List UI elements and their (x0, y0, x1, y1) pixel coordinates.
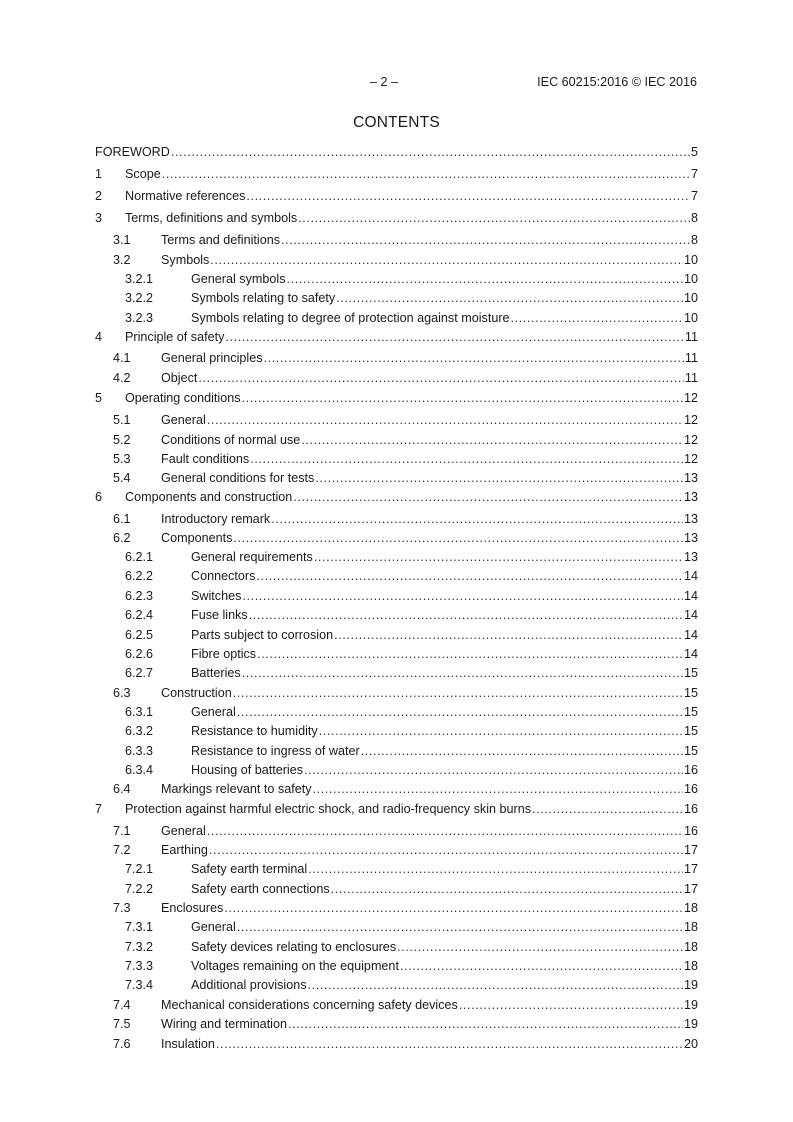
dot-leader (313, 780, 683, 798)
toc-entry[interactable] (95, 800, 698, 818)
toc-entry[interactable] (95, 165, 698, 183)
dot-leader (271, 510, 683, 528)
toc-entry[interactable] (95, 187, 698, 205)
toc-entry-page: 16 (683, 824, 698, 838)
toc-entry-title: Introductory remark (161, 512, 271, 526)
dot-leader (264, 349, 684, 367)
toc-entry-page: 15 (683, 705, 698, 719)
toc-entry-page: 12 (683, 433, 698, 447)
toc-entry-number: 3.1 (113, 233, 131, 247)
toc-entry-number: 6.2.5 (125, 628, 154, 642)
toc-entry-title: Markings relevant to safety (161, 782, 312, 796)
toc-entry-title: Fibre optics (191, 647, 257, 661)
toc-entry-title: Wiring and termination (161, 1017, 287, 1031)
toc-entry-title: Fuse links (191, 608, 248, 622)
toc-entry-title: Terms, definitions and symbols (125, 211, 298, 225)
dot-leader (233, 684, 683, 702)
toc-entry[interactable] (95, 1035, 698, 1053)
toc-entry-page: 18 (683, 959, 698, 973)
dot-leader (242, 389, 683, 407)
toc-entry-page: 18 (683, 940, 698, 954)
dot-leader (532, 800, 683, 818)
toc-entry-title: Voltages remaining on the equipment (191, 959, 399, 973)
toc-entry[interactable] (95, 369, 698, 387)
toc-entry-page: 8 (690, 211, 698, 225)
toc-entry-title: Components (161, 531, 233, 545)
toc-entry-page: 13 (683, 550, 698, 564)
toc-entry-number: 5.1 (113, 413, 131, 427)
toc-entry-page: 11 (684, 371, 698, 385)
dot-leader (331, 880, 683, 898)
dot-leader (224, 899, 683, 917)
toc-entry-title: Housing of batteries (191, 763, 304, 777)
toc-entry-page: 15 (683, 724, 698, 738)
dot-leader (210, 251, 683, 269)
toc-entry-title: Safety devices relating to enclosures (191, 940, 397, 954)
toc-entry-page: 7 (690, 189, 698, 203)
toc-entry-number: 4.1 (113, 351, 131, 365)
dot-leader (242, 587, 683, 605)
toc-entry[interactable] (95, 548, 698, 566)
toc-entry[interactable] (95, 742, 698, 760)
toc-entry-page: 14 (683, 569, 698, 583)
toc-entry[interactable] (95, 938, 698, 956)
toc-entry[interactable] (95, 389, 698, 407)
dot-leader (397, 938, 683, 956)
toc-entry-title: Safety earth terminal (191, 862, 308, 876)
toc-entry-number: 7.2.2 (125, 882, 154, 896)
toc-entry-page: 14 (683, 647, 698, 661)
toc-entry-page: 10 (683, 272, 698, 286)
toc-entry-number: 7.4 (113, 998, 131, 1012)
toc-entry-number: 3.2.2 (125, 291, 154, 305)
toc-entry[interactable] (95, 510, 698, 528)
toc-entry-number: 6.2.4 (125, 608, 154, 622)
toc-entry-title: General (161, 824, 206, 838)
dot-leader (281, 231, 690, 249)
dot-leader (287, 270, 683, 288)
dot-leader (171, 143, 690, 161)
dot-leader (162, 165, 690, 183)
toc-entry-number: 3 (95, 211, 103, 225)
toc-entry-title: Principle of safety (125, 330, 225, 344)
toc-entry-page: 13 (683, 512, 698, 526)
toc-entry-page: 8 (690, 233, 698, 247)
dot-leader (301, 431, 683, 449)
toc-entry[interactable] (95, 289, 698, 307)
toc-entry-number: 3.2.1 (125, 272, 154, 286)
toc-entry-title: Protection against harmful electric shock, and radio-frequency skin burns (125, 802, 532, 816)
toc-entry-number: 5.3 (113, 452, 131, 466)
toc-entry-number: 7.3 (113, 901, 131, 915)
toc-entry[interactable] (95, 469, 698, 487)
toc-entry-number: 6.1 (113, 512, 131, 526)
toc-entry-page: 11 (684, 330, 698, 344)
toc-entry[interactable] (95, 976, 698, 994)
toc-entry-title: Parts subject to corrosion (191, 628, 334, 642)
toc-entry-number: 4.2 (113, 371, 131, 385)
dot-leader (298, 209, 690, 227)
dot-leader (319, 722, 683, 740)
dot-leader (256, 567, 683, 585)
toc-entry[interactable] (95, 626, 698, 644)
toc-entry-number: 6.3.4 (125, 763, 154, 777)
toc-entry-number: 5.4 (113, 471, 131, 485)
toc-entry-page: 12 (683, 452, 698, 466)
toc-entry[interactable] (95, 251, 698, 269)
dot-leader (207, 411, 683, 429)
toc-entry-page: 19 (683, 1017, 698, 1031)
page-header (0, 75, 793, 93)
dot-leader (242, 664, 683, 682)
toc-entry[interactable] (95, 450, 698, 468)
toc-entry-title: Resistance to humidity (191, 724, 318, 738)
toc-entry-title: Batteries (191, 666, 241, 680)
standard-identifier: IEC 60215:2016 © IEC 2016 (537, 75, 697, 89)
dot-leader (314, 548, 683, 566)
toc-entry-title: Resistance to ingress of water (191, 744, 360, 758)
toc-entry-number: 4 (95, 330, 103, 344)
toc-entry-page: 16 (683, 763, 698, 777)
toc-entry-title: Switches (191, 589, 242, 603)
toc-entry[interactable] (95, 567, 698, 585)
toc-entry-page: 14 (683, 628, 698, 642)
dot-leader (511, 309, 683, 327)
toc-entry[interactable] (95, 606, 698, 624)
toc-entry-page: 16 (683, 782, 698, 796)
toc-entry-title: Enclosures (161, 901, 224, 915)
dot-leader (207, 822, 683, 840)
toc-entry-number: 6.2 (113, 531, 131, 545)
toc-entry-page: 18 (683, 920, 698, 934)
toc-entry[interactable] (95, 918, 698, 936)
dot-leader (257, 645, 683, 663)
toc-entry[interactable] (95, 488, 698, 506)
toc-entry[interactable] (95, 231, 698, 249)
toc-entry-page: 12 (683, 413, 698, 427)
toc-entry[interactable] (95, 209, 698, 227)
toc-entry-title: General conditions for tests (161, 471, 315, 485)
toc-entry[interactable] (95, 349, 698, 367)
toc-entry[interactable] (95, 309, 698, 327)
toc-entry-number: 7.1 (113, 824, 131, 838)
dot-leader (288, 1015, 683, 1033)
toc-entry[interactable] (95, 143, 698, 161)
dot-leader (209, 841, 683, 859)
toc-entry-page: 20 (683, 1037, 698, 1051)
toc-entry-title: General principles (161, 351, 263, 365)
toc-entry-page: 17 (683, 843, 698, 857)
toc-entry-page: 19 (683, 998, 698, 1012)
toc-entry-number: 5 (95, 391, 103, 405)
toc-entry-title: General (191, 705, 236, 719)
toc-entry-number: 6.2.1 (125, 550, 154, 564)
toc-entry-number: 3.2.3 (125, 311, 154, 325)
dot-leader (459, 996, 683, 1014)
toc-entry-page: 10 (683, 291, 698, 305)
toc-entry-number: 6.2.6 (125, 647, 154, 661)
toc-entry-title: Symbols relating to safety (191, 291, 336, 305)
toc-entry[interactable] (95, 431, 698, 449)
toc-entry-title: General symbols (191, 272, 286, 286)
toc-entry-title: Terms and definitions (161, 233, 281, 247)
dot-leader (237, 703, 683, 721)
toc-entry-number: 7.3.4 (125, 978, 154, 992)
toc-entry-page: 13 (683, 471, 698, 485)
toc-entry-page: 5 (690, 145, 698, 159)
toc-entry-title: General (191, 920, 236, 934)
toc-entry[interactable] (95, 1015, 698, 1033)
dot-leader (336, 289, 683, 307)
toc-entry[interactable] (95, 860, 698, 878)
toc-entry-title: Components and construction (125, 490, 293, 504)
dot-leader (225, 328, 684, 346)
dot-leader (250, 450, 683, 468)
toc-entry-number: 7 (95, 802, 103, 816)
toc-entry-page: 19 (683, 978, 698, 992)
toc-entry-page: 17 (683, 882, 698, 896)
toc-entry-number: 6.3.2 (125, 724, 154, 738)
toc-entry-number: 6.3.1 (125, 705, 154, 719)
toc-entry-title: Normative references (125, 189, 246, 203)
toc-entry-title: Scope (125, 167, 161, 181)
toc-entry-page: 10 (683, 253, 698, 267)
toc-entry-number: 7.2 (113, 843, 131, 857)
page-number: – 2 – (370, 75, 399, 89)
toc-entry[interactable] (95, 684, 698, 702)
toc-entry[interactable] (95, 411, 698, 429)
dot-leader (246, 187, 690, 205)
toc-entry-number: 6.4 (113, 782, 131, 796)
page-title: CONTENTS (353, 114, 440, 131)
toc-entry-page: 11 (684, 351, 698, 365)
toc-entry[interactable] (95, 270, 698, 288)
toc-entry-page: 17 (683, 862, 698, 876)
toc-entry-number: 7.3.3 (125, 959, 154, 973)
dot-leader (293, 488, 683, 506)
toc-entry-number: 6.3.3 (125, 744, 154, 758)
dot-leader (233, 529, 683, 547)
dot-leader (308, 976, 683, 994)
dot-leader (315, 469, 683, 487)
toc-entry-title: General (161, 413, 206, 427)
toc-entry[interactable] (95, 841, 698, 859)
toc-entry[interactable] (95, 780, 698, 798)
toc-entry-number: 6.2.7 (125, 666, 154, 680)
toc-entry-number: 7.2.1 (125, 862, 154, 876)
toc-entry-title: General requirements (191, 550, 313, 564)
toc-entry-page: 7 (690, 167, 698, 181)
toc-entry-title: Mechanical considerations concerning safety devices (161, 998, 458, 1012)
toc-entry-page: 14 (683, 589, 698, 603)
toc-entry-title: Additional provisions (191, 978, 307, 992)
toc-entry-page: 18 (683, 901, 698, 915)
toc-entry-page: 15 (683, 666, 698, 680)
dot-leader (400, 957, 683, 975)
toc-entry[interactable] (95, 529, 698, 547)
toc-entry[interactable] (95, 899, 698, 917)
dot-leader (198, 369, 684, 387)
toc-entry-page: 10 (683, 311, 698, 325)
toc-entry-number: 6 (95, 490, 103, 504)
toc-entry-title: Operating conditions (125, 391, 241, 405)
toc-entry-number: 2 (95, 189, 103, 203)
toc-entry[interactable] (95, 587, 698, 605)
toc-entry-number: 6.2.2 (125, 569, 154, 583)
toc-entry-title: Conditions of normal use (161, 433, 301, 447)
toc-entry-page: 13 (683, 490, 698, 504)
toc-entry-title: Object (161, 371, 198, 385)
toc-entry-page: 13 (683, 531, 698, 545)
toc-entry[interactable] (95, 996, 698, 1014)
toc-entry-page: 15 (683, 744, 698, 758)
toc-entry-number: 3.2 (113, 253, 131, 267)
toc-entry[interactable] (95, 880, 698, 898)
toc-entry-page: 16 (683, 802, 698, 816)
toc-entry-title: Insulation (161, 1037, 215, 1051)
dot-leader (361, 742, 683, 760)
toc-entry[interactable] (95, 957, 698, 975)
toc-entry[interactable] (95, 664, 698, 682)
toc-entry-page: 15 (683, 686, 698, 700)
toc-entry-title: Safety earth connections (191, 882, 330, 896)
toc-entry-title: Connectors (191, 569, 256, 583)
dot-leader (308, 860, 683, 878)
dot-leader (334, 626, 683, 644)
toc-entry-number: 7.3.1 (125, 920, 154, 934)
dot-leader (249, 606, 683, 624)
toc-entry-page: 14 (683, 608, 698, 622)
toc-entry-number: 5.2 (113, 433, 131, 447)
toc-entry-page: 12 (683, 391, 698, 405)
toc-entry-number: 7.5 (113, 1017, 131, 1031)
toc-entry-number: 7.3.2 (125, 940, 154, 954)
toc-entry[interactable] (95, 822, 698, 840)
toc-entry-title: Earthing (161, 843, 208, 857)
toc-entry-title: FOREWORD (95, 145, 170, 159)
dot-leader (216, 1035, 683, 1053)
toc-entry-title: Construction (161, 686, 232, 700)
toc-entry-number: 6.2.3 (125, 589, 154, 603)
toc-entry-title: Symbols relating to degree of protection against moisture (191, 311, 510, 325)
toc-entry[interactable] (95, 761, 698, 779)
toc-entry-title: Symbols (161, 253, 210, 267)
toc-entry-number: 6.3 (113, 686, 131, 700)
toc-entry[interactable] (95, 722, 698, 740)
dot-leader (237, 918, 683, 936)
toc-entry-title: Fault conditions (161, 452, 250, 466)
toc-entry[interactable] (95, 328, 698, 346)
toc-entry-number: 7.6 (113, 1037, 131, 1051)
toc-entry-number: 1 (95, 167, 103, 181)
toc-entry[interactable] (95, 645, 698, 663)
toc-entry[interactable] (95, 703, 698, 721)
dot-leader (304, 761, 683, 779)
